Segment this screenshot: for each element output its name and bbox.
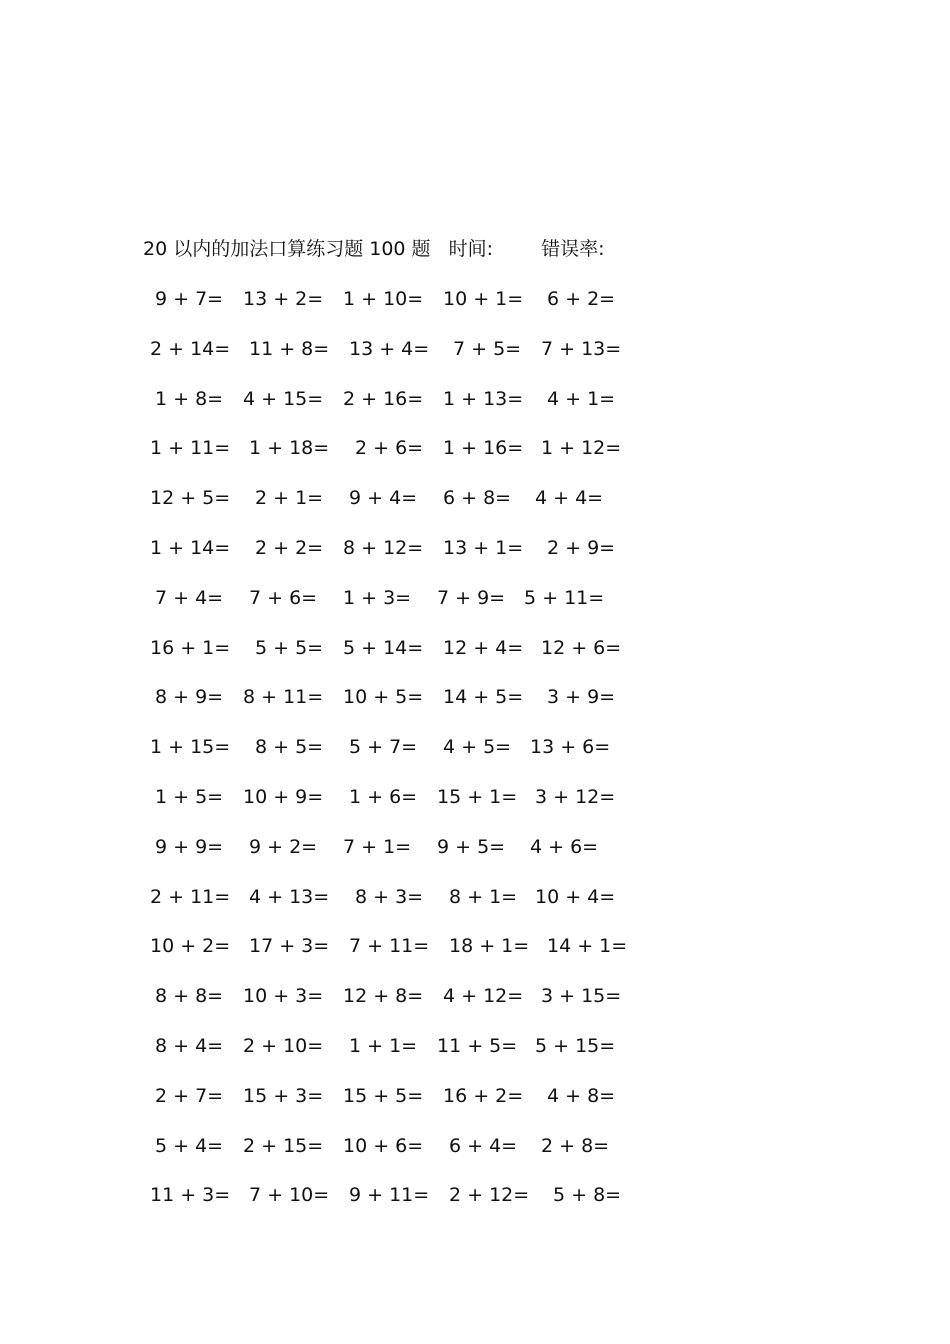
problem-item: 2 + 1=	[255, 487, 324, 509]
problem-item: 8 + 8=	[155, 985, 224, 1007]
problem-item: 7 + 1=	[343, 836, 412, 858]
problem-item: 7 + 9=	[437, 587, 506, 609]
problem-item: 2 + 9=	[547, 537, 616, 559]
problem-item: 10 + 4=	[535, 886, 616, 908]
problem-item: 1 + 8=	[155, 388, 224, 410]
problem-item: 11 + 3=	[150, 1184, 231, 1206]
problem-item: 3 + 15=	[541, 985, 622, 1007]
problem-item: 8 + 4=	[155, 1035, 224, 1057]
problem-item: 1 + 1=	[349, 1035, 418, 1057]
problem-item: 6 + 4=	[449, 1135, 518, 1157]
problem-item: 10 + 5=	[343, 686, 424, 708]
problem-item: 7 + 4=	[155, 587, 224, 609]
problem-item: 9 + 5=	[437, 836, 506, 858]
problem-item: 1 + 14=	[150, 537, 231, 559]
problem-item: 2 + 7=	[155, 1085, 224, 1107]
problem-item: 2 + 8=	[541, 1135, 610, 1157]
problem-item: 3 + 12=	[535, 786, 616, 808]
problem-item: 14 + 5=	[443, 686, 524, 708]
problem-item: 1 + 6=	[349, 786, 418, 808]
problem-item: 5 + 11=	[524, 587, 605, 609]
problem-item: 1 + 12=	[541, 437, 622, 459]
problem-item: 12 + 6=	[541, 637, 622, 659]
problem-item: 6 + 2=	[547, 288, 616, 310]
problem-item: 15 + 3=	[243, 1085, 324, 1107]
error-rate-label: 错误率:	[541, 238, 605, 260]
problem-item: 8 + 3=	[355, 886, 424, 908]
problem-item: 11 + 8=	[249, 338, 330, 360]
problem-item: 4 + 13=	[249, 886, 330, 908]
problem-item: 15 + 1=	[437, 786, 518, 808]
problem-item: 4 + 6=	[530, 836, 599, 858]
problem-item: 9 + 2=	[249, 836, 318, 858]
time-label: 时间:	[448, 238, 494, 260]
problem-item: 9 + 9=	[155, 836, 224, 858]
problem-item: 13 + 1=	[443, 537, 524, 559]
problem-item: 7 + 13=	[541, 338, 622, 360]
problem-item: 10 + 1=	[443, 288, 524, 310]
problem-item: 12 + 4=	[443, 637, 524, 659]
problem-item: 2 + 6=	[355, 437, 424, 459]
problem-item: 18 + 1=	[449, 935, 530, 957]
problem-item: 4 + 8=	[547, 1085, 616, 1107]
problem-item: 1 + 15=	[150, 736, 231, 758]
problem-item: 9 + 4=	[349, 487, 418, 509]
problem-item: 5 + 5=	[255, 637, 324, 659]
problem-item: 4 + 1=	[547, 388, 616, 410]
problem-item: 4 + 15=	[243, 388, 324, 410]
problem-item: 8 + 12=	[343, 537, 424, 559]
problem-item: 2 + 15=	[243, 1135, 324, 1157]
problem-item: 8 + 5=	[255, 736, 324, 758]
problem-item: 3 + 9=	[547, 686, 616, 708]
problem-item: 16 + 2=	[443, 1085, 524, 1107]
problem-item: 9 + 7=	[155, 288, 224, 310]
problem-item: 1 + 10=	[343, 288, 424, 310]
problem-item: 1 + 18=	[249, 437, 330, 459]
problem-item: 2 + 12=	[449, 1184, 530, 1206]
problem-item: 13 + 4=	[349, 338, 430, 360]
problem-item: 1 + 11=	[150, 437, 231, 459]
problem-item: 12 + 8=	[343, 985, 424, 1007]
problem-item: 16 + 1=	[150, 637, 231, 659]
problem-item: 5 + 8=	[553, 1184, 622, 1206]
problem-item: 7 + 10=	[249, 1184, 330, 1206]
problem-item: 6 + 8=	[443, 487, 512, 509]
problem-item: 2 + 14=	[150, 338, 231, 360]
problem-item: 2 + 16=	[343, 388, 424, 410]
problem-item: 12 + 5=	[150, 487, 231, 509]
problem-item: 4 + 4=	[535, 487, 604, 509]
problem-item: 10 + 2=	[150, 935, 231, 957]
problem-item: 1 + 13=	[443, 388, 524, 410]
problem-item: 14 + 1=	[547, 935, 628, 957]
problem-item: 1 + 16=	[443, 437, 524, 459]
problem-item: 1 + 5=	[155, 786, 224, 808]
problem-item: 2 + 10=	[243, 1035, 324, 1057]
problem-item: 8 + 9=	[155, 686, 224, 708]
problem-item: 15 + 5=	[343, 1085, 424, 1107]
problem-item: 8 + 1=	[449, 886, 518, 908]
problem-item: 10 + 9=	[243, 786, 324, 808]
worksheet-title: 20 以内的加法口算练习题 100 题	[143, 238, 431, 260]
problem-item: 1 + 3=	[343, 587, 412, 609]
problem-item: 11 + 5=	[437, 1035, 518, 1057]
problem-item: 7 + 6=	[249, 587, 318, 609]
problem-item: 4 + 12=	[443, 985, 524, 1007]
problem-item: 7 + 11=	[349, 935, 430, 957]
problem-item: 5 + 15=	[535, 1035, 616, 1057]
problem-item: 10 + 3=	[243, 985, 324, 1007]
problem-item: 13 + 6=	[530, 736, 611, 758]
problem-item: 9 + 11=	[349, 1184, 430, 1206]
problem-item: 2 + 11=	[150, 886, 231, 908]
problem-item: 5 + 14=	[343, 637, 424, 659]
problem-item: 7 + 5=	[453, 338, 522, 360]
problem-item: 4 + 5=	[443, 736, 512, 758]
problem-item: 10 + 6=	[343, 1135, 424, 1157]
problem-item: 17 + 3=	[249, 935, 330, 957]
problem-item: 8 + 11=	[243, 686, 324, 708]
problem-item: 5 + 7=	[349, 736, 418, 758]
problem-item: 5 + 4=	[155, 1135, 224, 1157]
problem-item: 2 + 2=	[255, 537, 324, 559]
problem-item: 13 + 2=	[243, 288, 324, 310]
